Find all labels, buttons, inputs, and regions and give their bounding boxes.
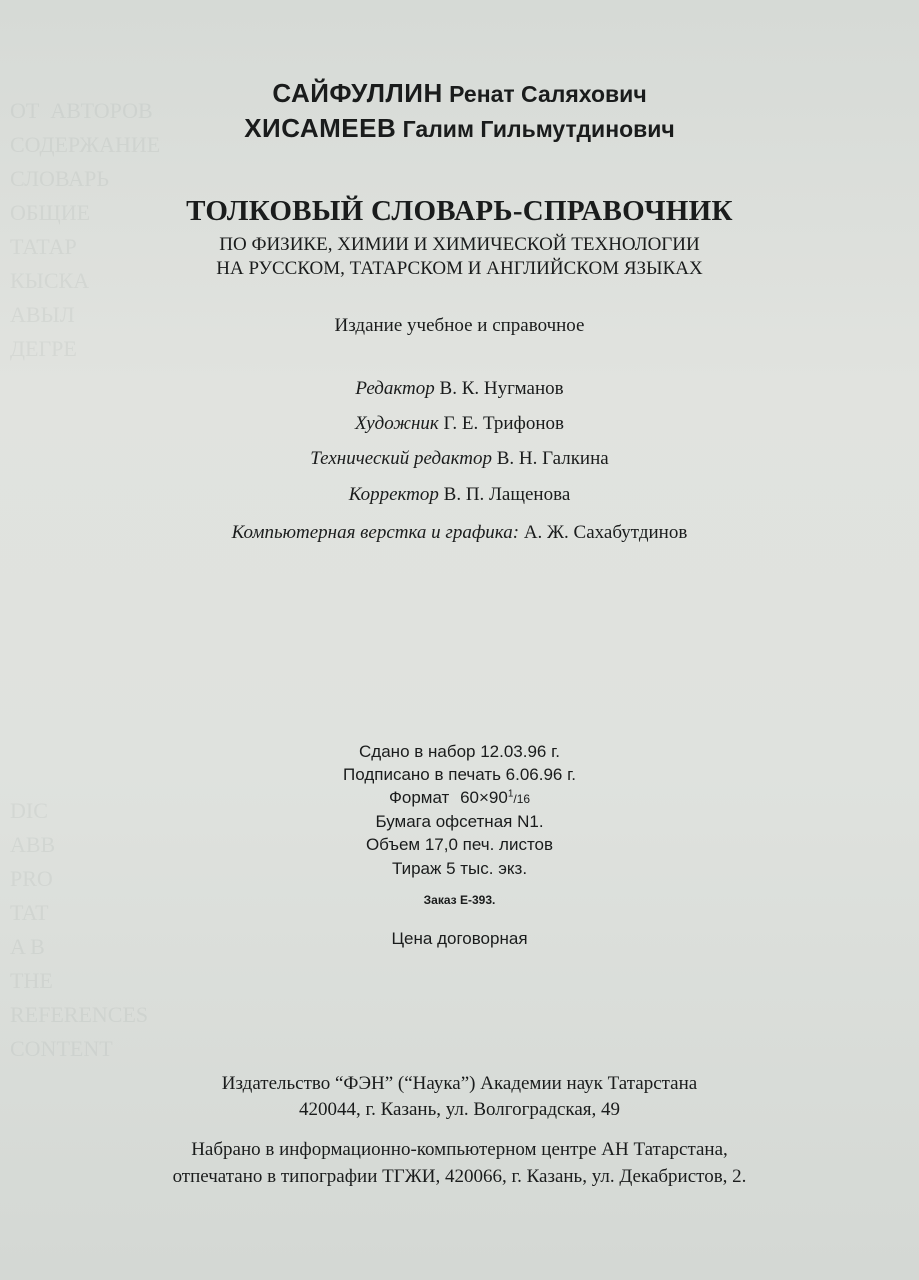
credit-artist-person: Г. Е. Трифонов — [443, 413, 564, 434]
credit-proofreader-role: Корректор — [348, 484, 439, 505]
imprint-format-label: Формат — [388, 788, 450, 807]
author-line-1 — [0, 78, 919, 109]
publisher-address: 420044, г. Казань, ул. Волгоградская, 49 — [298, 1099, 621, 1120]
author-2-names: Галим Гильмутдинович — [402, 116, 675, 142]
imprint-submitted: Сдано в набор 12.03.96 г. — [359, 742, 560, 761]
author-line-2 — [0, 113, 919, 144]
author-1-names: Ренат Саляхович — [449, 81, 647, 107]
credit-tech-editor-person: В. Н. Галкина — [496, 448, 609, 469]
imprint-signed: Подписано в печать 6.06.96 г. — [343, 765, 576, 784]
printing-info-2: отпечатано в типографии ТГЖИ, 420066, г. Казань, ул. Декабристов, 2. — [172, 1166, 747, 1187]
credit-layout: Компьютерная верстка и графика: А. Ж. Сахабутдинов — [231, 522, 688, 543]
credit-proofreader-person: В. П. Лащенова — [443, 484, 571, 505]
credit-editor-person: В. К. Нугманов — [439, 378, 564, 399]
credit-editor-role: Редактор — [355, 378, 435, 399]
book-title: ТОЛКОВЫЙ СЛОВАРЬ-СПРАВОЧНИК — [186, 195, 733, 227]
book-subtitle-1: ПО ФИЗИКЕ, ХИМИИ И ХИМИЧЕСКОЙ ТЕХНОЛОГИИ — [219, 234, 700, 255]
imprint-order: Заказ Е-393. — [423, 893, 496, 907]
author-1-surname: САЙФУЛЛИН — [272, 78, 443, 108]
imprint-circulation: Тираж 5 тыс. экз. — [391, 859, 528, 878]
printing-info-1: Набрано в информационно-компьютерном центре АН Татарстана, — [191, 1139, 728, 1160]
author-2-surname: ХИСАМЕЕВ — [244, 113, 397, 143]
imprint-format-value: 60×90 — [460, 788, 508, 807]
edition-type: Издание учебное и справочное — [334, 315, 585, 336]
credit-layout-person: А. Ж. Сахабутдинов — [523, 522, 688, 543]
imprint-format — [0, 788, 919, 808]
show-through-texture: ОТ АВТОРОВ СОДЕРЖАНИЕ СЛОВАРЬ ОБЩИЕ ТАТАР КЫСКА АВЫЛ ДЕГРЕ — [10, 98, 161, 361]
publisher-name: Издательство “ФЭН” (“Наука”) Академии наук Татарстана — [221, 1073, 698, 1094]
imprint-paper: Бумага офсетная N1. — [375, 812, 544, 831]
credit-artist — [0, 413, 919, 435]
credit-proofreader — [0, 484, 919, 506]
imprint-volume: Объем 17,0 печ. листов — [365, 835, 554, 854]
imprint-price: Цена договорная — [391, 929, 528, 948]
imprint-format-sup: 1 — [507, 788, 514, 800]
credit-artist-role: Художник — [355, 413, 439, 434]
credit-tech-editor — [0, 448, 919, 470]
credit-editor — [0, 378, 919, 400]
book-subtitle-2: НА РУССКОМ, ТАТАРСКОМ И АНГЛИЙСКОМ ЯЗЫКАХ — [216, 258, 703, 279]
show-through-texture-lower: DIC ABB PRO TAT A B THE REFERENCES CONTENT — [10, 798, 149, 1061]
credit-tech-editor-role: Технический редактор — [310, 448, 492, 469]
imprint-format-den: /16 — [513, 792, 531, 806]
credit-layout-role: Компьютерная верстка и графика — [231, 522, 513, 543]
